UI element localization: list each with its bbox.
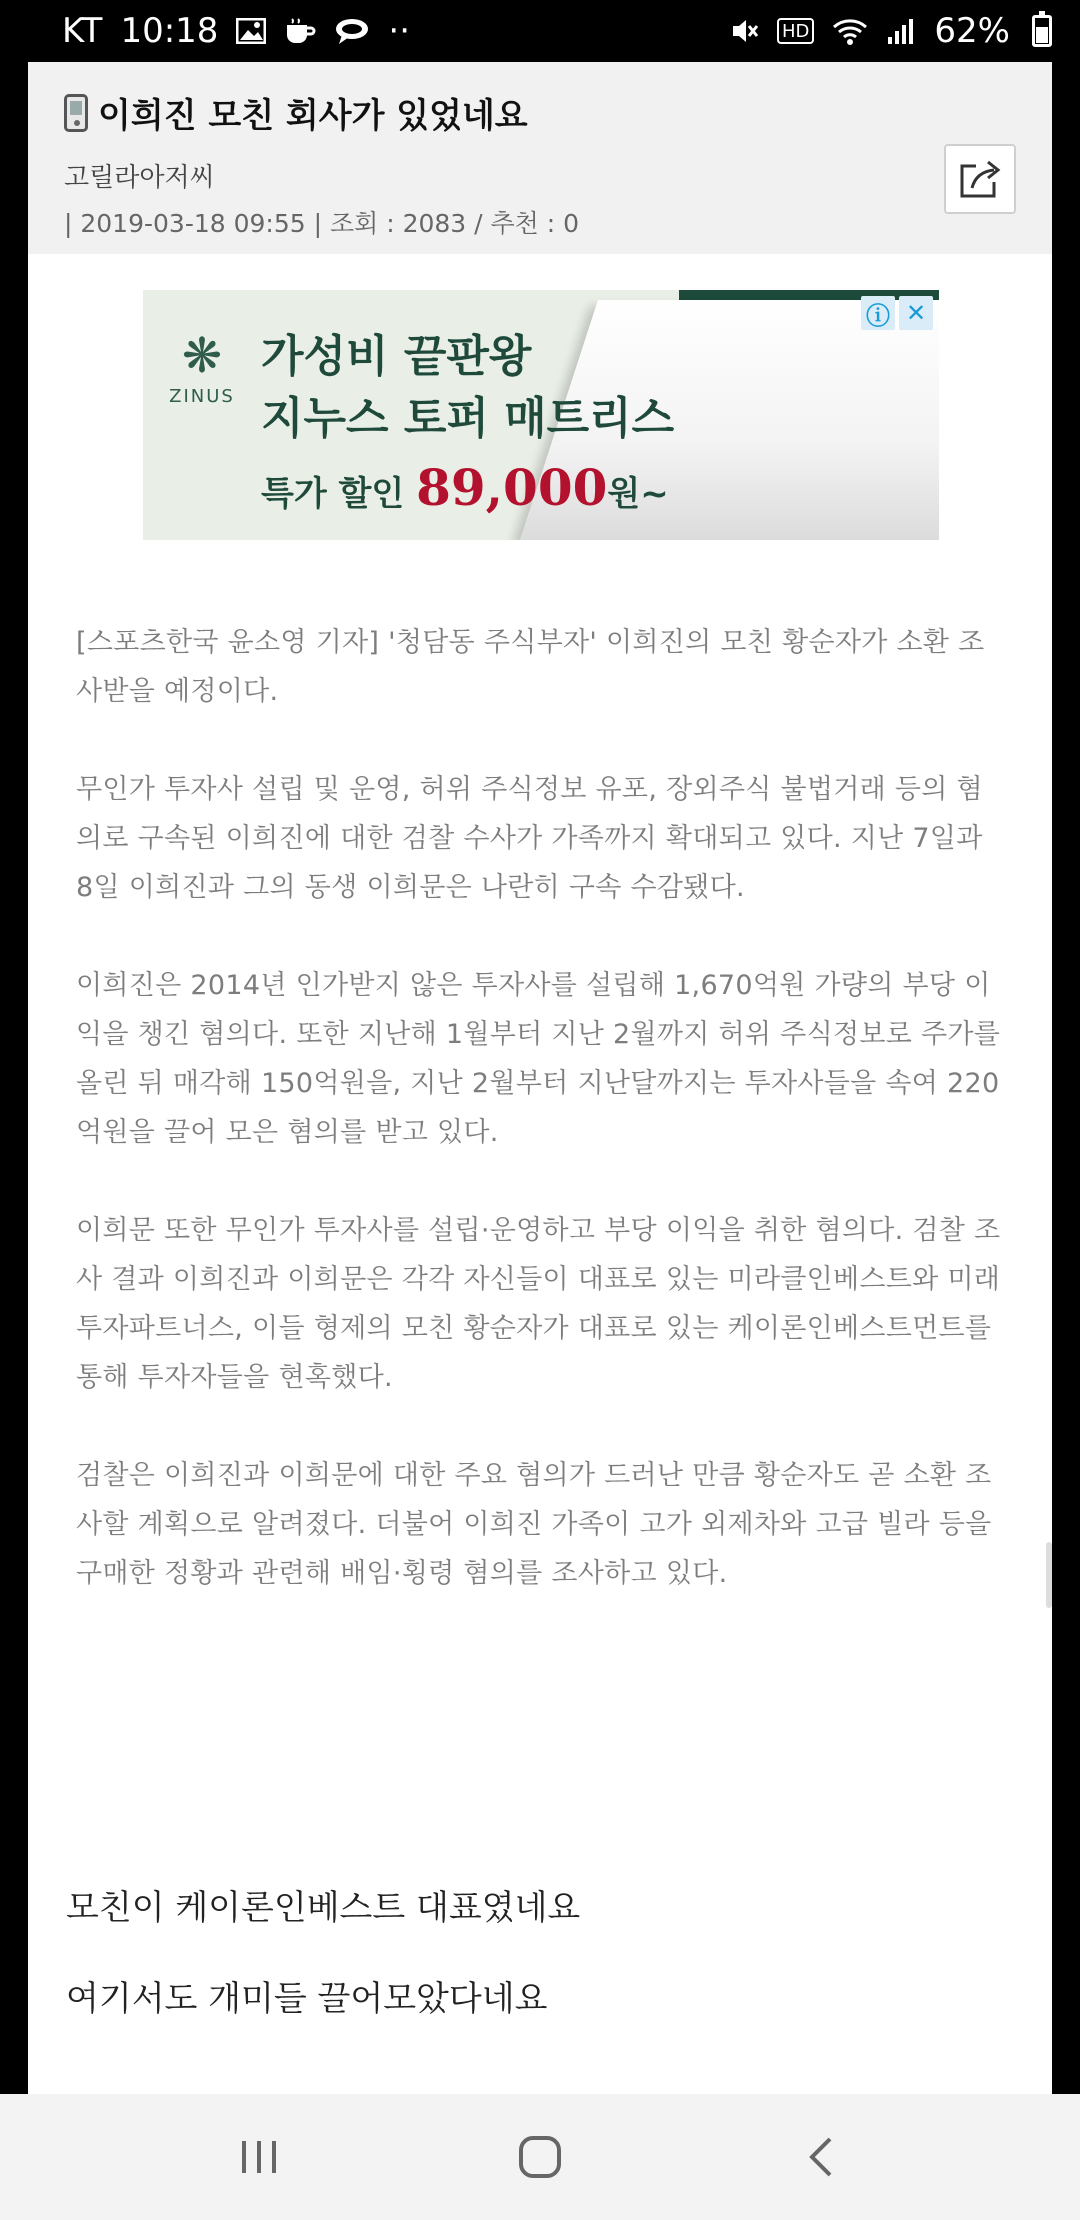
- mute-icon: [729, 16, 759, 46]
- home-icon: [516, 2133, 564, 2181]
- share-button[interactable]: [944, 144, 1016, 214]
- status-right: [729, 11, 1052, 51]
- post-page: [28, 62, 1052, 2094]
- recent-apps-button[interactable]: [220, 2117, 300, 2197]
- hd-label: HD: [782, 20, 810, 42]
- share-icon: [958, 158, 1002, 200]
- recent-apps-icon: [238, 2137, 282, 2177]
- carrier-label: KT: [62, 11, 103, 51]
- post-author[interactable]: 고릴라아저씨: [64, 163, 215, 193]
- ad-info-icon[interactable]: ⓘ: [861, 296, 895, 330]
- battery-percent: 62%: [934, 11, 1010, 51]
- post-meta: | 2019-03-18 09:55 | 조회 : 2083 / 추천 : 0: [64, 209, 580, 238]
- ad-price-line: [261, 458, 669, 517]
- article-paragraph: [스포츠한국 윤소영 기자] '청담동 주식부자' 이희진의 모친 황순자가 소환 조사받을 예정이다.: [76, 627, 985, 707]
- hd-icon: [777, 18, 814, 44]
- zinus-logo-icon: ❋: [181, 328, 223, 384]
- ad-controls: [861, 296, 933, 330]
- back-icon: [804, 2135, 836, 2179]
- status-left: [62, 11, 410, 51]
- author-comments: [66, 1880, 1016, 2062]
- back-button[interactable]: [780, 2117, 860, 2197]
- post-title: [64, 88, 1016, 137]
- comment-line: 모친이 케이론인베스트 대표였네요: [66, 1888, 581, 1928]
- ad-price: 89,000: [416, 458, 608, 517]
- scrollbar[interactable]: [1046, 1542, 1052, 1608]
- clock: 10:18: [120, 11, 219, 51]
- article-paragraph: 이희문 또한 무인가 투자사를 설립·운영하고 부당 이익을 취한 혐의다. 검찰 조사 결과 이희진과 이희문은 각각 자신들이 대표로 있는 미라클인베스트와 미래투자파트너스, 이들 형제의 모친 황순자가 대표로 있는 케이론인베스트먼트를 통해 투자자들을 현혹했다.: [76, 1215, 1001, 1393]
- status-bar: [0, 0, 1080, 62]
- post-header: [28, 62, 1052, 254]
- ad-price-suffix: 원~: [607, 474, 669, 514]
- ad-logo: [167, 328, 237, 407]
- ad-headline-1: 가성비 끝판왕: [261, 331, 532, 382]
- ad-headline-2: 지누스 토퍼 매트리스: [261, 393, 675, 444]
- notification-dots: ··: [388, 11, 411, 51]
- post-title-text: 이희진 모친 회사가 있었네요: [98, 96, 528, 136]
- comment-line: 여기서도 개미들 끌어모았다네요: [66, 1979, 548, 2019]
- battery-icon: [1032, 15, 1052, 47]
- ad-banner[interactable]: [143, 290, 939, 540]
- ad-brand: ZINUS: [169, 386, 235, 407]
- signal-icon: [886, 17, 916, 45]
- chat-icon: [334, 17, 370, 45]
- wifi-icon: [832, 17, 868, 45]
- article-paragraph: 무인가 투자사 설립 및 운영, 허위 주식정보 유포, 장외주식 불법거래 등의 혐의로 구속된 이희진에 대한 검찰 수사가 가족까지 확대되고 있다. 지난 7일과 8일 이희진과 그의 동생 이희문은 나란히 구속 수감됐다.: [76, 774, 983, 903]
- mobile-phone-icon: [64, 94, 88, 132]
- image-icon: [236, 18, 266, 44]
- article-paragraph: 이희진은 2014년 인가받지 않은 투자사를 설립해 1,670억원 가량의 부당 이익을 챙긴 혐의다. 또한 지난해 1월부터 지난 2월까지 허위 주식정보로 주가를 올린 뒤 매각해 150억원을, 지난 2월부터 지난달까지는 투자사들을 속여 220억원을 끌어 모은 혐의를 받고 있다.: [76, 970, 1001, 1148]
- article-body: [76, 618, 1006, 1647]
- ad-close-icon[interactable]: ✕: [899, 296, 933, 330]
- article-paragraph: 검찰은 이희진과 이희문에 대한 주요 혐의가 드러난 만큼 황순자도 곧 소환 조사할 계획으로 알려졌다. 더불어 이희진 가족이 고가 외제차와 고급 빌라 등을 구매한 정황과 관련해 배임·횡령 혐의를 조사하고 있다.: [76, 1460, 992, 1589]
- coffee-icon: [284, 17, 316, 45]
- ad-price-prefix: 특가 할인: [261, 474, 417, 514]
- navigation-bar: [0, 2094, 1080, 2220]
- home-button[interactable]: [500, 2117, 580, 2197]
